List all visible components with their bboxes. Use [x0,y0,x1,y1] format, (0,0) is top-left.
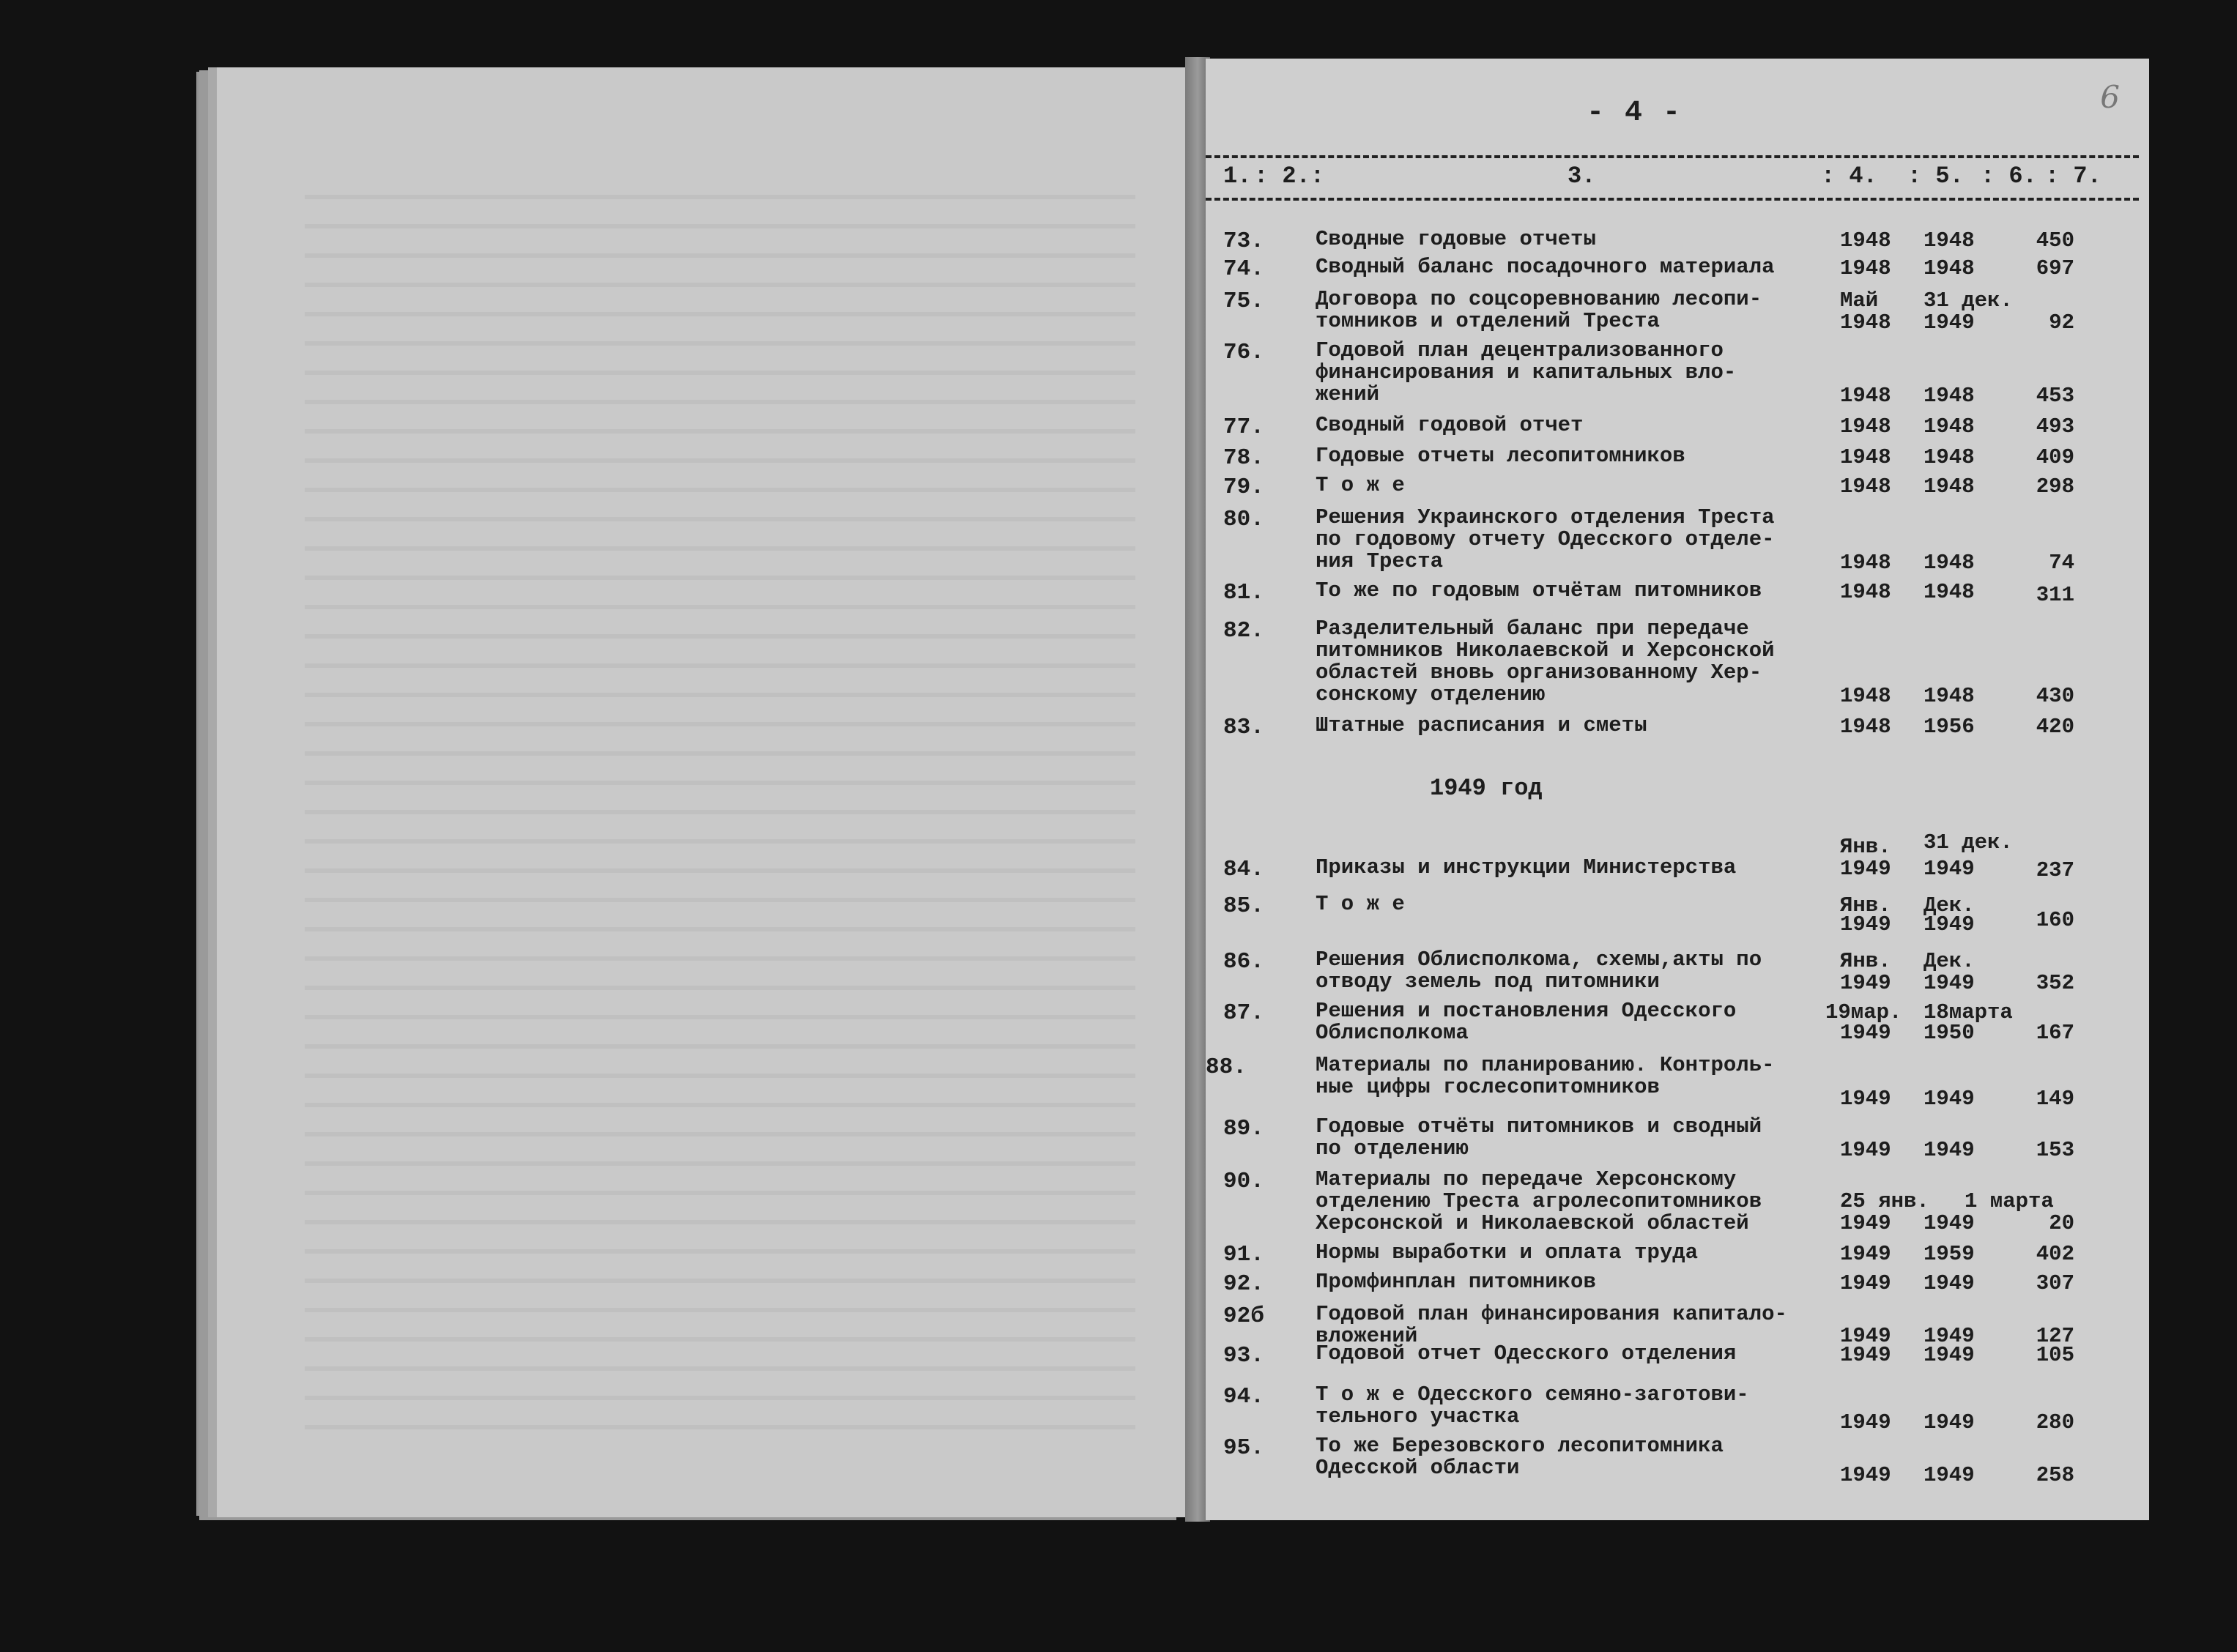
entry-number: 85. [1223,893,1264,919]
entry-date-from: 1949 [1840,1211,1891,1235]
entry-date-note-from: Янв. [1840,893,1891,918]
entry-date-from: 1949 [1840,1138,1891,1162]
entry-date-to: 1948 [1923,414,1975,439]
entry-title: Решения Украинского отделения Треста по годовому отчету Одесского отделе- ния Треста [1316,505,1775,573]
entry-title: Годовые отчеты лесопитомников [1316,444,1685,468]
entry-sheets: 298 [2036,475,2074,499]
entry-date-note-from: 25 янв. [1840,1189,1929,1213]
entry-number: 77. [1223,414,1264,440]
entry-date-to: 1948 [1923,684,1975,708]
entry-date-from: 1948 [1840,580,1891,604]
entry-date-note-to: 1 марта [1965,1189,2054,1213]
entry-title: Т о ж е [1316,892,1405,916]
entry-date-to: 1950 [1923,1021,1975,1045]
entry-sheets: 153 [2036,1138,2074,1162]
entry-date-to: 1949 [1923,1138,1975,1162]
entry-sheets: 311 [2036,583,2074,607]
entry-sheets: 409 [2036,445,2074,469]
entry-title: Решения Облисполкома, схемы,акты по отводу земель под питомники [1316,948,1762,994]
entry-date-to: 1949 [1923,1211,1975,1235]
entry-sheets: 74 [2049,551,2074,575]
entry-sheets: 352 [2036,971,2074,995]
entry-sheets: 105 [2036,1343,2074,1367]
entry-number: 82. [1223,618,1264,644]
entry-number: 88. [1206,1054,1247,1080]
entry-date-from: 1948 [1840,551,1891,575]
entry-date-note-from: 19мар. [1825,1000,1902,1024]
entry-number: 74. [1223,256,1264,282]
entry-date-note-to: 18марта [1923,1000,2013,1024]
entry-sheets: 453 [2036,384,2074,408]
entry-title: То же Березовского лесопитомника Одесской области [1316,1434,1724,1480]
entry-title: Годовые отчёты питомников и сводный по отделению [1316,1115,1762,1161]
entry-sheets: 149 [2036,1087,2074,1111]
entry-date-from: 1949 [1840,857,1891,881]
entry-sheets: 237 [2036,858,2074,882]
entry-date-to: 1948 [1923,256,1975,280]
entry-date-note-to: Дек. [1923,893,1975,918]
entry-sheets: 20 [2049,1211,2074,1235]
entry-title: Материалы по передаче Херсонскому отделению Треста агролесопитомников Херсонской и Николаевской областей [1316,1167,1762,1235]
header-rule-bottom [1206,198,2139,201]
entry-title: Сводный годовой отчет [1316,413,1584,437]
entry-date-to: 1948 [1923,384,1975,408]
entry-date-from: 1948 [1840,384,1891,408]
entry-title: Т о ж е [1316,473,1405,497]
col-head-4: : 4. [1821,163,1877,190]
entry-date-from: 1949 [1840,1463,1891,1487]
entry-number: 75. [1223,289,1264,314]
entry-date-to: 1949 [1923,912,1975,937]
entry-title: Сводные годовые отчеты [1316,227,1596,251]
entry-date-note-from: Янв. [1840,835,1891,859]
entry-number: 83. [1223,715,1264,740]
entry-date-to: 1949 [1923,1087,1975,1111]
entry-title: Промфинплан питомников [1316,1270,1596,1294]
entry-date-from: 1948 [1840,310,1891,335]
entry-number: 79. [1223,475,1264,500]
entry-sheets: 450 [2036,228,2074,253]
entry-title: Годовой отчет Одесского отделения [1316,1342,1737,1366]
entry-sheets: 493 [2036,414,2074,439]
entry-title: Материалы по планированию. Контроль- ные цифры гослесопитомников [1316,1053,1775,1099]
show-through-text [305,170,1135,1429]
entry-number: 80. [1223,507,1264,532]
entry-date-to: 1949 [1923,1343,1975,1367]
entry-date-to: 1949 [1923,1463,1975,1487]
entry-title: Годовой план децентрализованного финансирования и капитальных вло- жений [1316,338,1737,406]
col-head-6: : 6. [1981,163,2037,190]
entry-number: 93. [1223,1343,1264,1369]
entry-number: 78. [1223,445,1264,471]
entry-number: 84. [1223,857,1264,882]
entry-date-from: 1948 [1840,684,1891,708]
entry-title: Штатные расписания и сметы [1316,713,1647,737]
left-page [217,67,1194,1517]
entry-date-note-to: 31 дек. [1923,289,2013,313]
entry-number: 92б [1223,1303,1264,1329]
entry-date-from: 1948 [1840,445,1891,469]
col-head-5: : 5. [1907,163,1964,190]
entry-number: 92. [1223,1271,1264,1297]
entry-sheets: 167 [2036,1021,2074,1045]
entry-title: То же по годовым отчётам питомников [1316,578,1762,603]
entry-date-from: 1949 [1840,1343,1891,1367]
entry-title: Т о ж е Одесского семяно-заготови- тельного участка [1316,1383,1749,1429]
entry-title: Годовой план финансирования капитало- вложений [1316,1302,1787,1348]
entry-date-note-to: 31 дек. [1923,830,2013,855]
entry-title: Сводный баланс посадочного материала [1316,255,1775,279]
header-rule-top [1206,155,2139,158]
entry-date-to: 1948 [1923,580,1975,604]
entry-number: 94. [1223,1384,1264,1410]
entry-date-to: 1949 [1923,1324,1975,1348]
entry-number: 81. [1223,580,1264,606]
entry-date-from: 1949 [1840,1271,1891,1295]
entry-number: 95. [1223,1435,1264,1461]
entry-title: Нормы выработки и оплата труда [1316,1240,1699,1265]
entry-date-from: 1948 [1840,414,1891,439]
entry-number: 73. [1223,228,1264,254]
entry-date-from: 1949 [1840,912,1891,937]
entry-date-to: 1949 [1923,310,1975,335]
entry-sheets: 160 [2036,908,2074,932]
entry-date-from: 1948 [1840,715,1891,739]
year-heading: 1949 год [1430,775,1543,802]
entry-sheets: 430 [2036,684,2074,708]
entry-date-from: 1949 [1840,971,1891,995]
entry-date-to: 1949 [1923,1271,1975,1295]
col-head-1: 1. [1223,163,1252,190]
entry-sheets: 307 [2036,1271,2074,1295]
entry-date-note-to: Дек. [1923,949,1975,973]
entry-number: 87. [1223,1000,1264,1026]
entry-title: Приказы и инструкции Министерства [1316,855,1737,879]
entry-date-to: 1956 [1923,715,1975,739]
entry-date-from: 1949 [1840,1087,1891,1111]
entry-date-to: 1948 [1923,475,1975,499]
col-head-2: : 2.: [1254,163,1325,190]
entry-date-from: 1948 [1840,228,1891,253]
entry-date-from: 1948 [1840,256,1891,280]
entry-sheets: 697 [2036,256,2074,280]
entry-date-from: 1948 [1840,475,1891,499]
entry-date-to: 1949 [1923,857,1975,881]
archive-folio-mark: 6 [2100,79,2120,115]
right-page [1206,59,2149,1520]
entry-number: 76. [1223,340,1264,365]
entry-title: Решения и постановления Одесского Облисполкома [1316,999,1737,1045]
entry-sheets: 402 [2036,1242,2074,1266]
entry-date-from: 1949 [1840,1021,1891,1045]
entry-title: Разделительный баланс при передаче питомников Николаевской и Херсонской областей вновь организованному Хер- сонскому отделению [1316,617,1775,707]
entry-number: 91. [1223,1242,1264,1268]
entry-date-to: 1948 [1923,228,1975,253]
page-number: - 4 - [1587,97,1683,130]
col-head-3: 3. [1568,163,1596,190]
entry-date-to: 1948 [1923,445,1975,469]
entry-date-note-from: Янв. [1840,949,1891,973]
entry-sheets: 258 [2036,1463,2074,1487]
entry-number: 89. [1223,1116,1264,1142]
entry-sheets: 127 [2036,1324,2074,1348]
entry-date-from: 1949 [1840,1410,1891,1435]
entry-title: Договора по соцсоревнованию лесопи- томников и отделений Треста [1316,287,1762,333]
entry-date-to: 1949 [1923,1410,1975,1435]
col-head-7: : 7. [2045,163,2101,190]
entry-date-from: 1949 [1840,1242,1891,1266]
entry-date-to: 1959 [1923,1242,1975,1266]
entry-date-from: 1949 [1840,1324,1891,1348]
entry-sheets: 280 [2036,1410,2074,1435]
entry-sheets: 420 [2036,715,2074,739]
entry-date-note-from: Май [1840,289,1879,313]
entry-number: 86. [1223,949,1264,975]
entry-number: 90. [1223,1169,1264,1194]
entry-date-to: 1949 [1923,971,1975,995]
entry-sheets: 92 [2049,310,2074,335]
entry-date-to: 1948 [1923,551,1975,575]
